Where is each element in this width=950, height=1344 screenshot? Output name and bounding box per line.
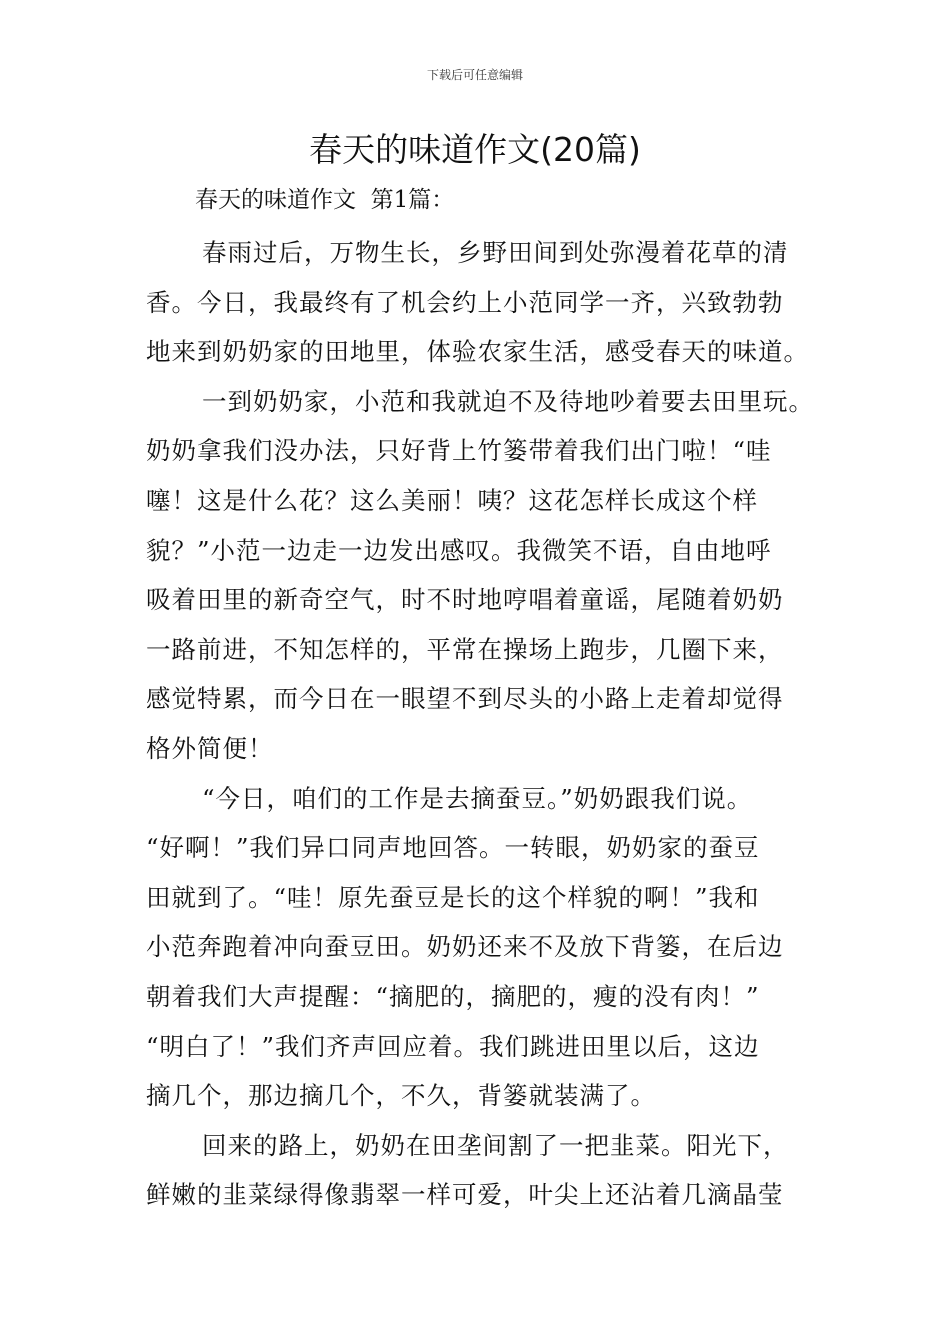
text-line: 格外简便！ [146, 733, 274, 763]
text-line: 吸着田里的新奇空气，时不时地哼唱着童谣，尾随着奶奶 [146, 585, 784, 615]
text-line: 鲜嫩的韭菜绿得像翡翠一样可爱，叶尖上还沾着几滴晶莹 [146, 1180, 784, 1210]
text-line: “好啊！”我们异口同声地回答。一转眼，奶奶家的蚕豆 [146, 833, 760, 863]
text-line: “明白了！”我们齐声回应着。我们跳进田里以后，这边 [146, 1031, 760, 1061]
text-line: 摘几个，那边摘几个，不久，背篓就装满了。 [146, 1081, 656, 1111]
text-line: 一到奶奶家，小范和我就迫不及待地吵着要去田里玩。 [202, 386, 814, 416]
text-line: “今日，咱们的工作是去摘蚕豆。”奶奶跟我们说。 [202, 783, 753, 813]
text-line: 噻！这是什么花？这么美丽！咦？这花怎样长成这个样 [146, 485, 758, 515]
text-line: 香。今日，我最终有了机会约上小范同学一齐，兴致勃勃 [146, 287, 784, 317]
document-title: 春天的味道作文(20篇) [309, 130, 641, 169]
text-line: 奶奶拿我们没办法，只好背上竹篓带着我们出门啦！“哇 [146, 436, 772, 466]
text-line: 小范奔跑着冲向蚕豆田。奶奶还来不及放下背篓，在后边 [146, 932, 784, 962]
text-line: 春雨过后，万物生长，乡野田间到处弥漫着花草的清 [202, 238, 789, 267]
header-note: 下载后可任意编辑 [426, 68, 523, 82]
essay-body [146, 228, 814, 1220]
text-line: 一路前进，不知怎样的，平常在操场上跑步，几圈下来， [146, 634, 784, 664]
text-line: 朝着我们大声提醒：“摘肥的，摘肥的，瘦的没有肉！” [146, 981, 760, 1011]
text-line: 地来到奶奶家的田地里，体验农家生活，感受春天的味道。 [146, 337, 809, 367]
text-line: 感觉特累，而今日在一眼望不到尽头的小路上走着却觉得 [146, 684, 784, 714]
section-heading: 春天的味道作文 第1篇： [195, 187, 455, 213]
text-line: 田就到了。“哇！原先蚕豆是长的这个样貌的啊！”我和 [146, 882, 760, 912]
text-line: 回来的路上，奶奶在田垄间割了一把韭菜。阳光下， [202, 1130, 789, 1160]
text-line: 貌？”小范一边走一边发出感叹。我微笑不语，自由地呼 [146, 535, 772, 565]
